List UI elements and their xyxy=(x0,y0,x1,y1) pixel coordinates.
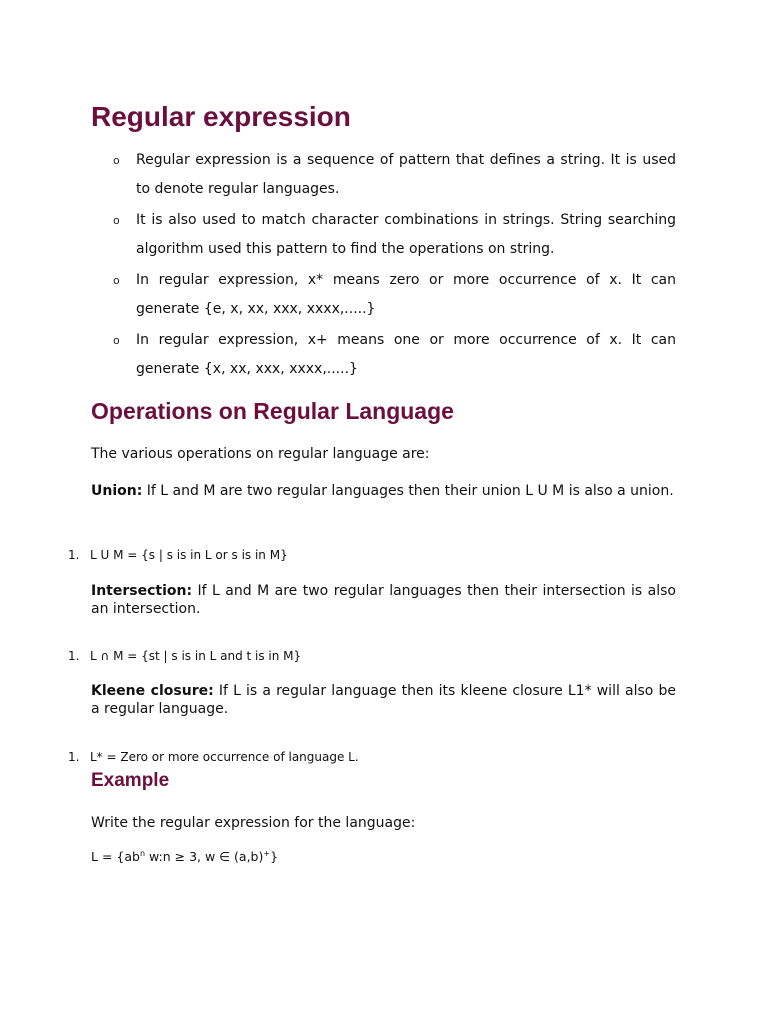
intersection-label: Intersection: xyxy=(91,583,193,599)
union-label: Union: xyxy=(91,483,143,499)
bullet-marker: o xyxy=(113,334,120,347)
example-language xyxy=(91,849,278,865)
section-heading-example: Example xyxy=(91,770,170,791)
language-suffix: } xyxy=(270,849,279,864)
intro-paragraph: The various operations on regular language are: xyxy=(91,446,430,462)
kleene-text: If L is a regular language then its kleene closure L1* will also be a regular language. xyxy=(91,683,676,717)
list-item xyxy=(113,266,676,324)
bullet-text: Regular expression is a sequence of pattern that defines a string. It is used to denote regular languages. xyxy=(136,152,676,197)
formula-number: 1. xyxy=(68,750,80,764)
language-prefix: L = {ab xyxy=(91,849,140,864)
kleene-formula xyxy=(68,749,359,765)
intersection-text: If L and M are two regular languages then their intersection is also an intersection. xyxy=(91,583,676,617)
union-paragraph xyxy=(91,482,676,500)
formula-number: 1. xyxy=(68,649,80,663)
formula-text: L ∩ M = {st | s is in L and t is in M} xyxy=(90,649,302,663)
formula-text: L* = Zero or more occurrence of language L. xyxy=(90,750,359,764)
list-item xyxy=(113,206,676,264)
kleene-label: Kleene closure: xyxy=(91,683,214,699)
example-prompt: Write the regular expression for the language: xyxy=(91,815,416,831)
page-title: Regular expression xyxy=(91,101,351,132)
language-superscript-n: n xyxy=(139,849,146,858)
list-item xyxy=(113,146,676,204)
bullet-text: It is also used to match character combinations in strings. String searching algorithm used this pattern to find the operations on string. xyxy=(136,212,676,257)
section-heading-operations: Operations on Regular Language xyxy=(91,398,454,424)
formula-number: 1. xyxy=(68,548,80,562)
language-superscript-plus: + xyxy=(263,849,271,858)
union-formula xyxy=(68,547,288,563)
formula-text: L U M = {s | s is in L or s is in M} xyxy=(90,548,288,562)
list-item xyxy=(113,326,676,384)
intersection-formula xyxy=(68,648,301,664)
bullet-text: In regular expression, x+ means one or more occurrence of x. It can generate {x, xx, xxx, xxxx,.....} xyxy=(136,332,676,377)
union-text: If L and M are two regular languages then their union L U M is also a union. xyxy=(142,483,674,499)
kleene-paragraph xyxy=(91,682,676,718)
bullet-marker: o xyxy=(113,154,120,167)
bullet-marker: o xyxy=(113,214,120,227)
bullet-text: In regular expression, x* means zero or more occurrence of x. It can generate {e, x, xx, xxx, xxxx,.....} xyxy=(136,272,676,317)
intersection-paragraph xyxy=(91,582,676,618)
language-middle: w:n ≥ 3, w ∈ (a,b) xyxy=(145,849,264,864)
bullet-marker: o xyxy=(113,274,120,287)
